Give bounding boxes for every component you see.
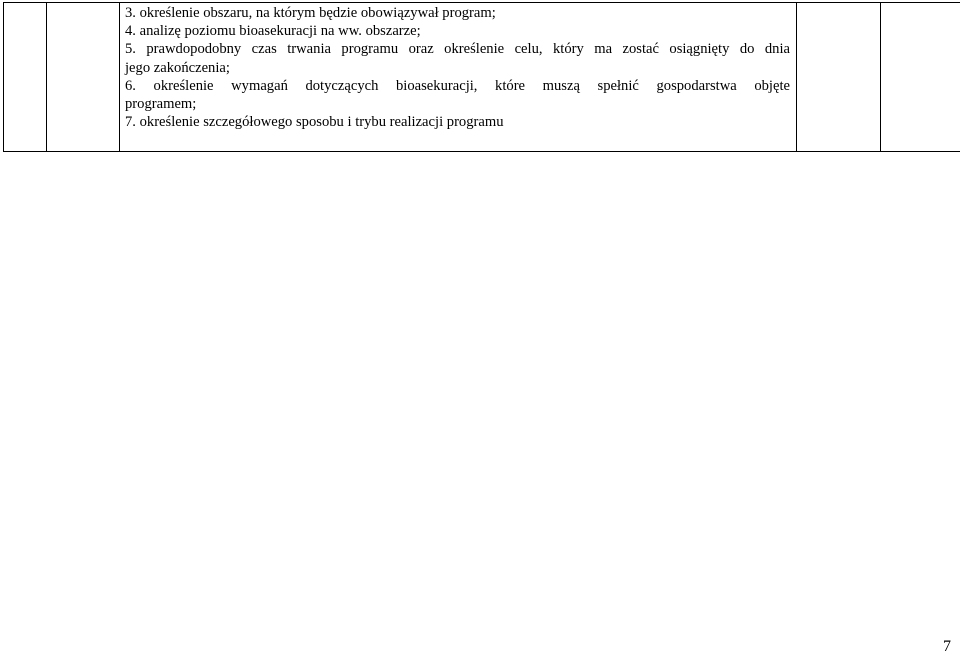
requirements-cell (120, 3, 797, 152)
table-cell-empty (881, 3, 960, 152)
table-cell-empty (4, 3, 47, 152)
table-cell-empty (797, 3, 881, 152)
page-number: 7 (943, 638, 951, 655)
list-item: 7. określenie szczegółowego sposobu i trybu realizacji programu (125, 114, 504, 131)
list-item: 6. określenie wymagań dotyczących bioasekuracji, które muszą spełnić gospodarstwa objęte (125, 77, 790, 94)
list-item: 4. analizę poziomu bioasekuracji na ww. obszarze; (125, 23, 421, 40)
document-table (3, 2, 960, 152)
table-cell-empty (47, 3, 120, 152)
list-item: 3. określenie obszaru, na którym będzie obowiązywał program; (125, 5, 496, 21)
table-row (4, 3, 960, 152)
list-item-continuation: programem; (125, 96, 197, 113)
list-item-continuation: jego zakończenia; (125, 59, 230, 76)
list-item: 5. prawdopodobny czas trwania programu oraz określenie celu, który ma zostać osiągnięty do dnia (125, 41, 790, 58)
